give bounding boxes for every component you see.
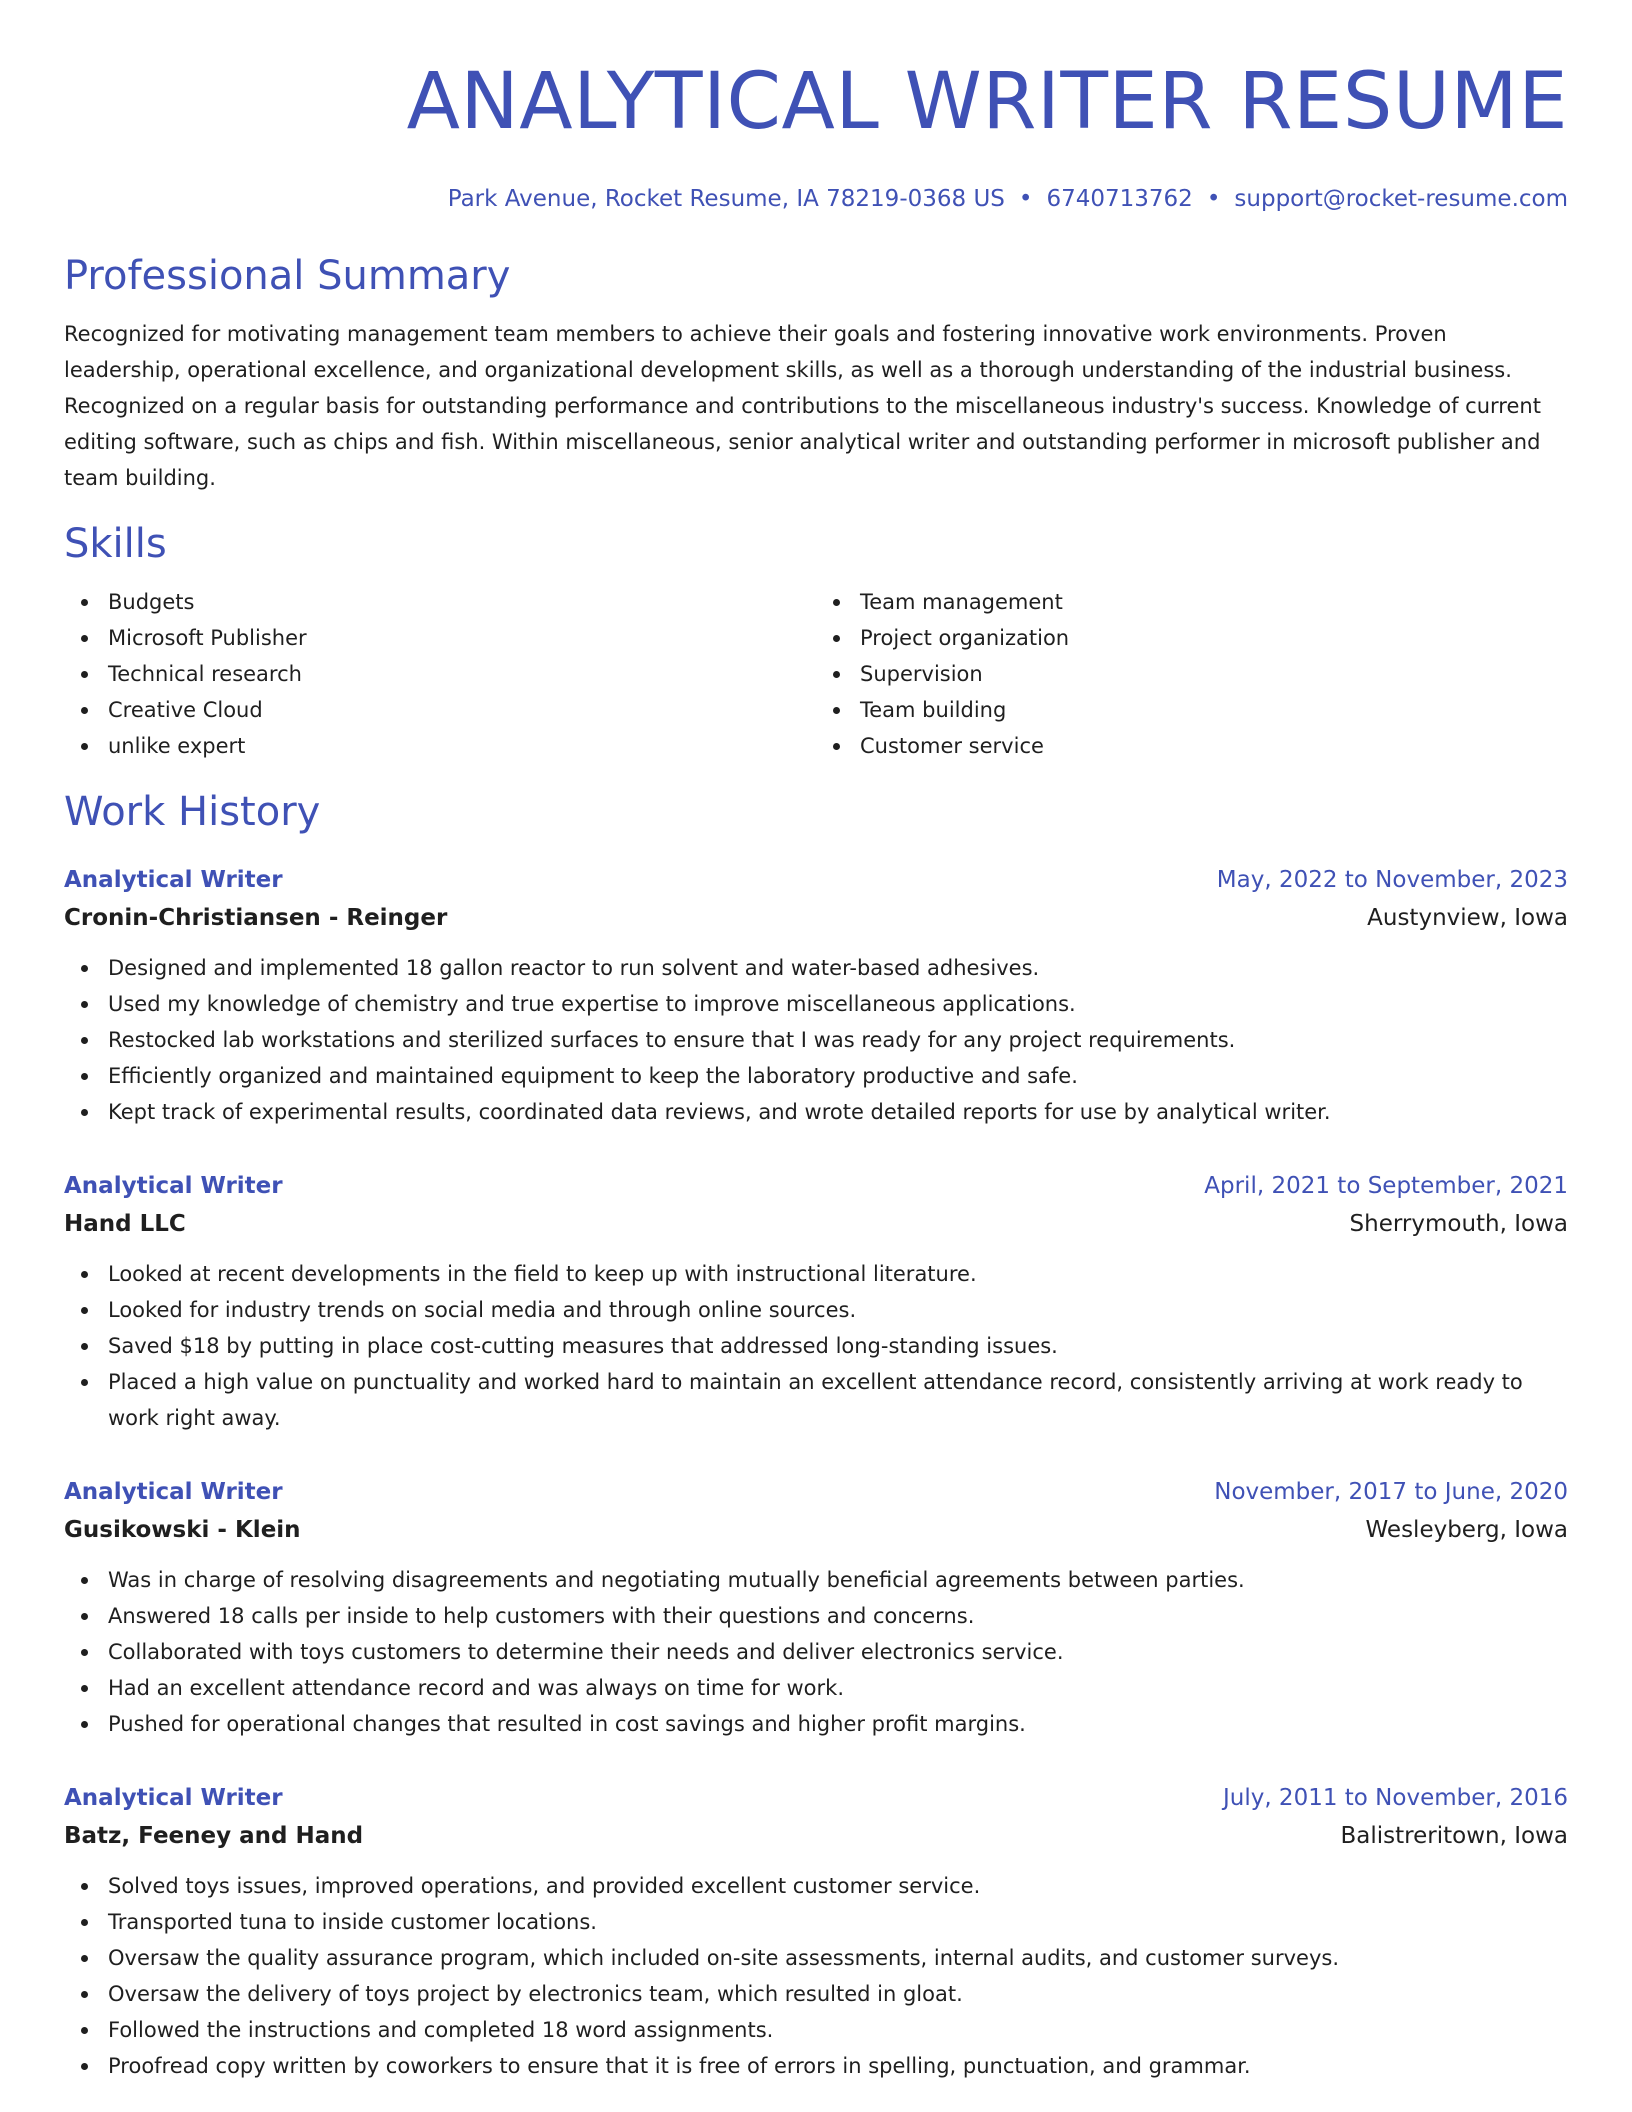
job-dates: July, 2011 to November, 2016	[1222, 1785, 1568, 1811]
job-company: Cronin-Christiansen - Reinger	[64, 905, 448, 931]
job-bullet: Had an excellent attendance record and was always on time for work.	[108, 1670, 1568, 1706]
skill-item: Team building	[860, 692, 1568, 728]
job-entry	[64, 1780, 1568, 2084]
job-bullet: Designed and implemented 18 gallon reactor to run solvent and water-based adhesives.	[108, 950, 1568, 986]
job-bullet: Answered 18 calls per inside to help customers with their questions and concerns.	[108, 1598, 1568, 1634]
job-bullet: Followed the instructions and completed 18 word assignments.	[108, 2012, 1568, 2048]
job-dates: May, 2022 to November, 2023	[1216, 867, 1568, 893]
job-header	[64, 1474, 1568, 1510]
skills-heading: Skills	[64, 521, 167, 567]
job-bullets	[64, 950, 1568, 1130]
job-company: Batz, Feeney and Hand	[64, 1823, 364, 1849]
skill-item: Microsoft Publisher	[108, 620, 816, 656]
contact-phone: 6740713762	[1046, 186, 1193, 212]
job-bullet: Saved $18 by putting in place cost-cutting measures that addressed long-standing issues.	[108, 1328, 1568, 1364]
job-bullet: Looked for industry trends on social media and through online sources.	[108, 1292, 1568, 1328]
skill-item: Creative Cloud	[108, 692, 816, 728]
skills-list	[64, 584, 1568, 764]
job-header	[64, 1168, 1568, 1204]
contact-address: Park Avenue, Rocket Resume, IA 78219-0368 US	[447, 186, 1005, 212]
contact-email[interactable]: support@rocket-resume.com	[1234, 186, 1568, 212]
job-bullets	[64, 1562, 1568, 1742]
job-title: Analytical Writer	[64, 1785, 283, 1811]
job-bullet: Was in charge of resolving disagreements and negotiating mutually beneficial agreements between parties.	[108, 1562, 1568, 1598]
job-bullet: Oversaw the delivery of toys project by electronics team, which resulted in gloat.	[108, 1976, 1568, 2012]
job-subheader	[64, 898, 1568, 938]
skill-item: Team management	[860, 584, 1568, 620]
skill-item: Customer service	[860, 728, 1568, 764]
bullet-separator-icon: •	[1206, 186, 1221, 212]
job-title: Analytical Writer	[64, 1479, 283, 1505]
job-dates: April, 2021 to September, 2021	[1204, 1173, 1568, 1199]
skill-item: Technical research	[108, 656, 816, 692]
summary-heading: Professional Summary	[64, 253, 511, 299]
skill-item: unlike expert	[108, 728, 816, 764]
job-bullet: Solved toys issues, improved operations, and provided excellent customer service.	[108, 1868, 1568, 1904]
job-entry	[64, 862, 1568, 1130]
job-title: Analytical Writer	[64, 1173, 283, 1199]
skill-item: Supervision	[860, 656, 1568, 692]
contact-line	[64, 182, 1568, 216]
resume-title: ANALYTICAL WRITER RESUME	[406, 57, 1568, 147]
job-entry	[64, 1474, 1568, 1742]
job-bullet: Proofread copy written by coworkers to ensure that it is free of errors in spelling, punctuation, and grammar.	[108, 2048, 1568, 2084]
job-header	[64, 862, 1568, 898]
job-bullets	[64, 1256, 1568, 1436]
work-history-heading: Work History	[64, 789, 321, 835]
job-subheader	[64, 1204, 1568, 1244]
skills-column-left	[64, 584, 816, 764]
job-location: Balistreritown, Iowa	[1340, 1823, 1568, 1849]
job-bullet: Used my knowledge of chemistry and true expertise to improve miscellaneous applications.	[108, 986, 1568, 1022]
bullet-separator-icon: •	[1018, 186, 1033, 212]
job-bullet: Efficiently organized and maintained equipment to keep the laboratory productive and safe.	[108, 1058, 1568, 1094]
skill-item: Budgets	[108, 584, 816, 620]
skill-item: Project organization	[860, 620, 1568, 656]
job-location: Sherrymouth, Iowa	[1349, 1211, 1568, 1237]
job-subheader	[64, 1510, 1568, 1550]
job-bullet: Placed a high value on punctuality and worked hard to maintain an excellent attendance record, consistently arriving at work ready to work right away.	[108, 1364, 1568, 1436]
job-dates: November, 2017 to June, 2020	[1214, 1479, 1568, 1505]
job-company: Hand LLC	[64, 1211, 186, 1237]
job-bullet: Pushed for operational changes that resulted in cost savings and higher profit margins.	[108, 1706, 1568, 1742]
job-bullet: Looked at recent developments in the field to keep up with instructional literature.	[108, 1256, 1568, 1292]
job-bullet: Transported tuna to inside customer locations.	[108, 1904, 1568, 1940]
job-bullet: Kept track of experimental results, coordinated data reviews, and wrote detailed reports for use by analytical writer.	[108, 1094, 1568, 1130]
job-bullets	[64, 1868, 1568, 2084]
job-bullet: Restocked lab workstations and sterilized surfaces to ensure that I was ready for any project requirements.	[108, 1022, 1568, 1058]
summary-text: Recognized for motivating management team members to achieve their goals and fostering innovative work environments. Proven leadership, operational excellence, and organizational development skills, as well as a thorough understanding of the industrial business. Recognized on a regular basis for outstanding performance and contributions to the miscellaneous industry's success. Knowledge of current editing software, such as chips and fish. Within miscellaneous, senior analytical writer and outstanding performer in microsoft publisher and team building.	[64, 322, 1541, 490]
job-entry	[64, 1168, 1568, 1436]
job-title: Analytical Writer	[64, 867, 283, 893]
job-bullet: Collaborated with toys customers to determine their needs and deliver electronics service.	[108, 1634, 1568, 1670]
job-location: Wesleyberg, Iowa	[1365, 1517, 1568, 1543]
job-company: Gusikowski - Klein	[64, 1517, 301, 1543]
job-location: Austynview, Iowa	[1367, 905, 1568, 931]
job-bullet: Oversaw the quality assurance program, which included on-site assessments, internal audits, and customer surveys.	[108, 1940, 1568, 1976]
job-header	[64, 1780, 1568, 1816]
skills-column-right	[816, 584, 1568, 764]
job-subheader	[64, 1816, 1568, 1856]
